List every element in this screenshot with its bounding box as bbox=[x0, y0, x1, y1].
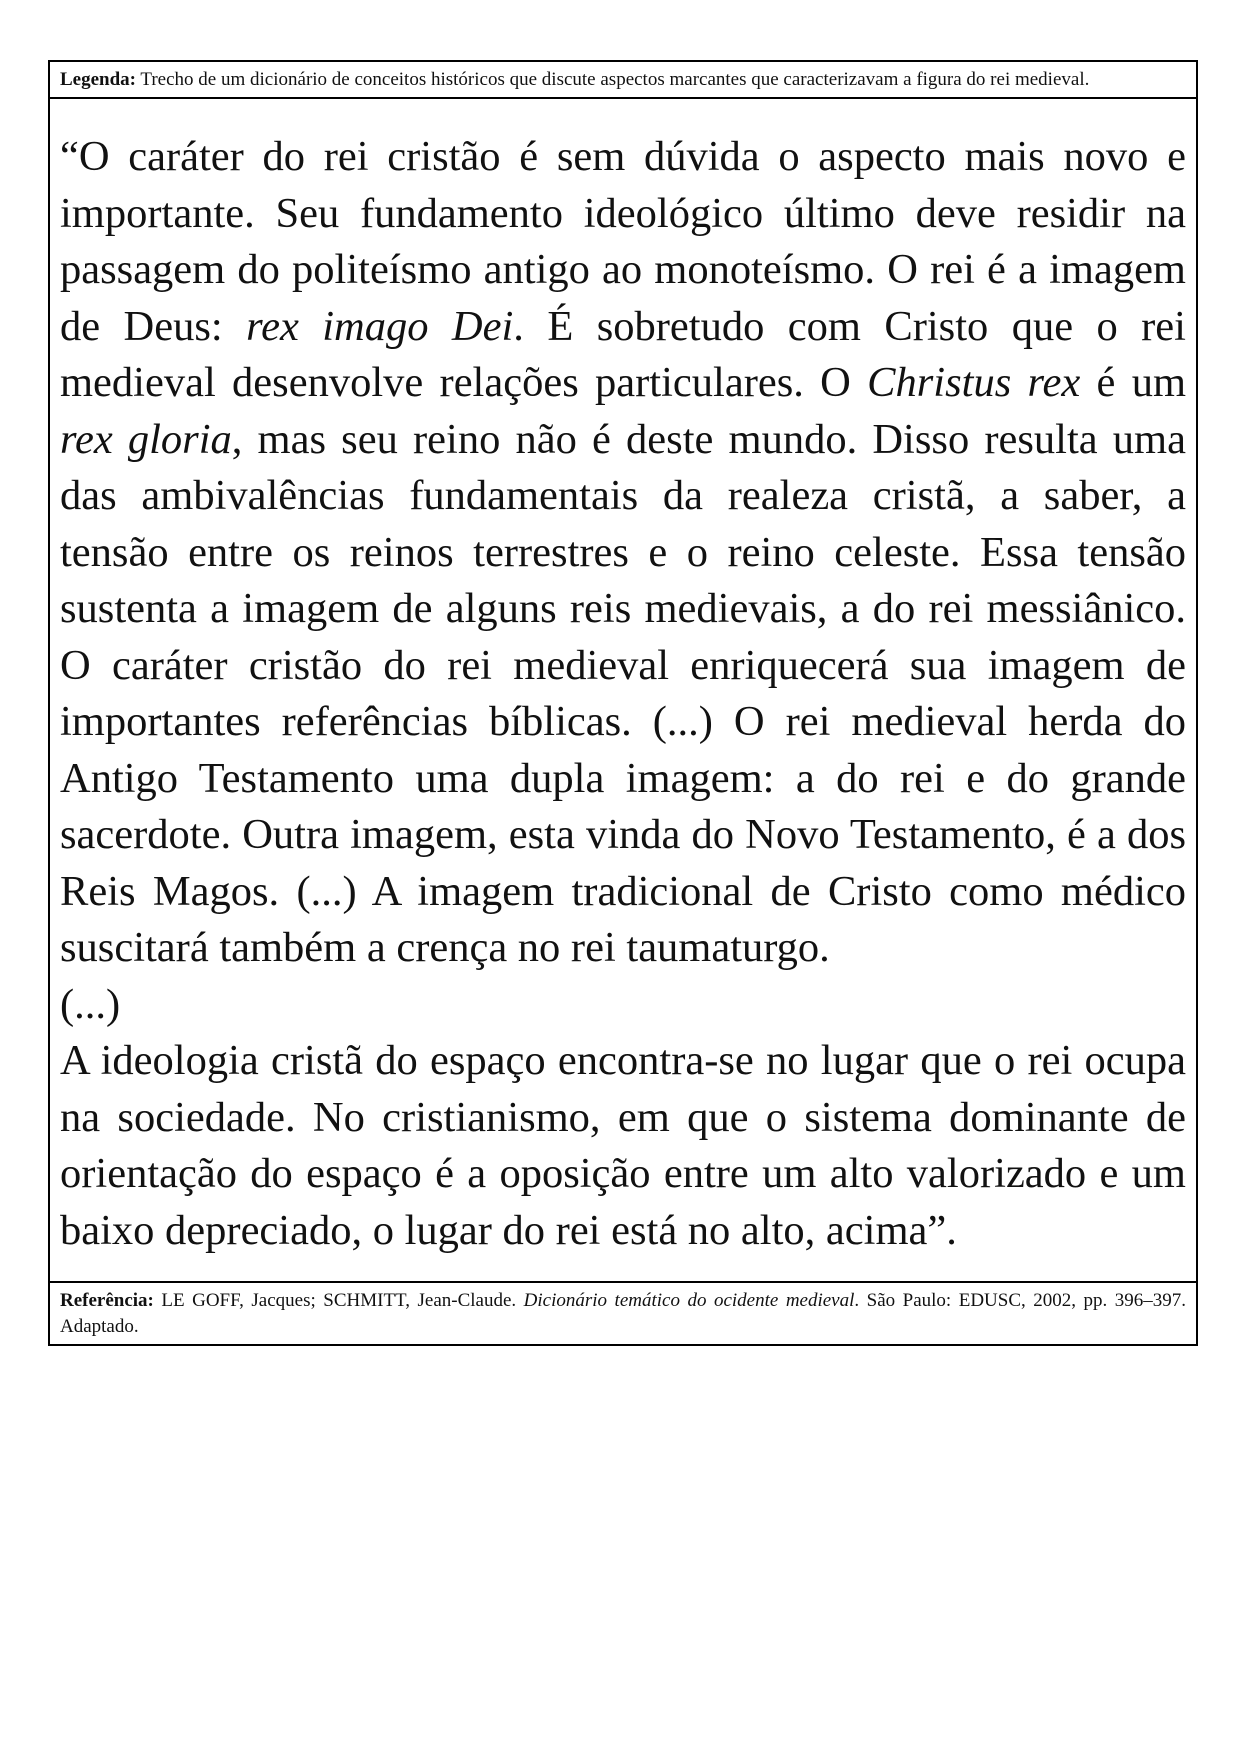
reference-details: . São Paulo: EDUSC, 2002, pp. 396–397. Adaptado. bbox=[60, 1290, 1186, 1337]
quote-text: , mas seu reino não é deste mundo. Disso resulta uma das ambivalências fundamentais da realeza cristã, a saber, a tensão entre os reinos terrestres e o reino celeste. Essa tensão sustenta a imagem de alguns reis medievais, a do rei messiânico. O caráter cristão do rei medieval enriquecerá sua imagem de importantes referências bíblicas. (...) O rei medieval herda do Antigo Testamento uma dupla imagem: a do rei e do grande sacerdote. Outra imagem, esta vinda do Novo Testamento, é a dos Reis Magos. (...) A imagem tradicional de Cristo como médico suscitará também a crença no rei taumaturgo. bbox=[60, 415, 1186, 971]
caption-text: Trecho de um dicionário de conceitos históricos que discute aspectos marcantes que caracterizavam a figura do rei medieval. bbox=[140, 69, 1090, 90]
quote-text: “O caráter do rei cristão é sem dúvida o aspecto mais novo e importante. Seu fundamento ideológico último deve residir na passagem do politeísmo antigo ao monoteísmo. O rei é a imagem de Deus: bbox=[60, 133, 1186, 350]
reference-title: Dicionário temático do ocidente medieval bbox=[523, 1290, 855, 1311]
latin-term: rex imago Dei bbox=[246, 302, 514, 350]
reference bbox=[50, 1281, 1196, 1344]
quote-block bbox=[50, 99, 1196, 1281]
caption-label: Legenda: bbox=[60, 69, 136, 90]
latin-term: Christus rex bbox=[867, 359, 1081, 406]
quote-text: é um bbox=[1080, 359, 1187, 406]
quote-paragraph-2: A ideologia cristã do espaço encontra-se no lugar que o rei ocupa na sociedade. No cristianismo, em que o sistema dominante de orientação do espaço é a oposição entre um alto valorizado e um baixo depreciado, o lugar do rei está no alto, acima”. bbox=[60, 1037, 1186, 1254]
document-box bbox=[48, 60, 1198, 1346]
reference-label: Referência: bbox=[60, 1290, 154, 1311]
quote-text: . É sobretudo com Cristo que o rei medieval desenvolve relações particulares. O bbox=[60, 302, 1186, 406]
reference-authors: LE GOFF, Jacques; SCHMITT, Jean-Claude. bbox=[161, 1290, 524, 1311]
caption bbox=[50, 62, 1196, 99]
quote-ellipsis: (...) bbox=[60, 980, 121, 1028]
quote-paragraph-1 bbox=[60, 129, 1186, 977]
latin-term: rex gloria bbox=[60, 415, 232, 463]
